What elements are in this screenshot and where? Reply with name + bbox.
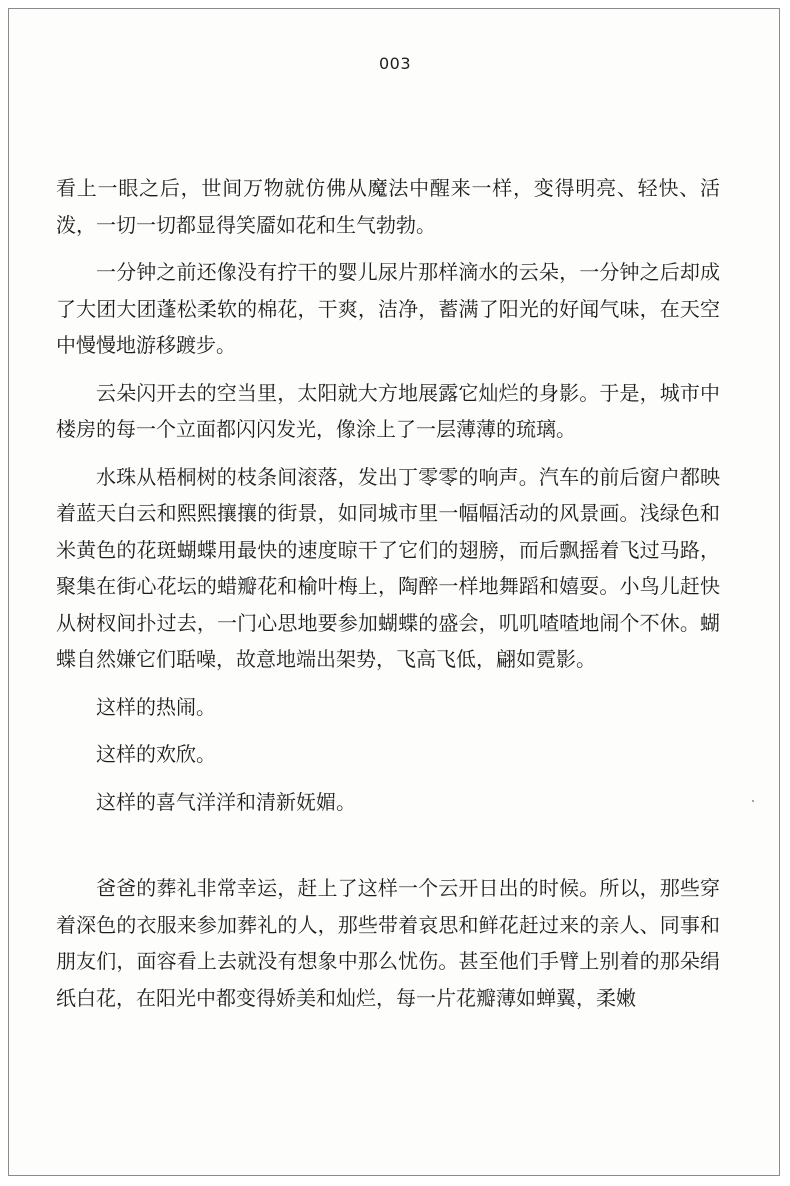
scan-speck [752,800,754,802]
paragraph: 水珠从梧桐树的枝条间滚落，发出丁零零的响声。汽车的前后窗户都映着蓝天白云和熙熙攘攘的街景，如同城市里一幅幅活动的风景画。浅绿色和米黄色的花斑蝴蝶用最快的速度晾干了它们的翅膀，而后飘摇着飞过马路，聚集在街心花坛的蜡瓣花和榆叶梅上，陶醉一样地舞蹈和嬉耍。小鸟儿赶快从树杈间扑过去，一门心思地要参加蝴蝶的盛会，叽叽喳喳地闹个不休。蝴蝶自然嫌它们聒噪，故意地端出架势，飞高飞低，翩如霓影。 [56,464,720,671]
page-number: 003 [378,54,412,73]
paragraph: 一分钟之前还像没有拧干的婴儿尿片那样滴水的云朵，一分钟之后却成了大团大团蓬松柔软的棉花，干爽，洁净，蓄满了阳光的好闻气味，在天空中慢慢地游移踱步。 [56,260,720,357]
paragraph: 看上一眼之后，世间万物就仿佛从魔法中醒来一样，变得明亮、轻快、活泼，一切一切都显得笑靥如花和生气勃勃。 [56,176,720,237]
paragraph: 这样的热闹。 [96,694,216,719]
body-text [56,170,720,1016]
paragraph: 爸爸的葬礼非常幸运，赶上了这样一个云开日出的时候。所以，那些穿着深色的衣服来参加葬礼的人，那些带着哀思和鲜花赶过来的亲人、同事和朋友们，面容看上去就没有想象中那么忧伤。甚至他们手臂上别着的那朵绢纸白花，在阳光中都变得娇美和灿烂，每一片花瓣薄如蝉翼，柔嫩 [56,876,720,1010]
paragraph: 这样的喜气洋洋和清新妩媚。 [96,789,356,814]
paragraph: 这样的欢欣。 [96,742,216,766]
paragraph: 云朵闪开去的空当里，太阳就大方地展露它灿烂的身影。于是，城市中楼房的每一个立面都闪闪发光，像涂上了一层薄薄的琉璃。 [56,380,720,441]
